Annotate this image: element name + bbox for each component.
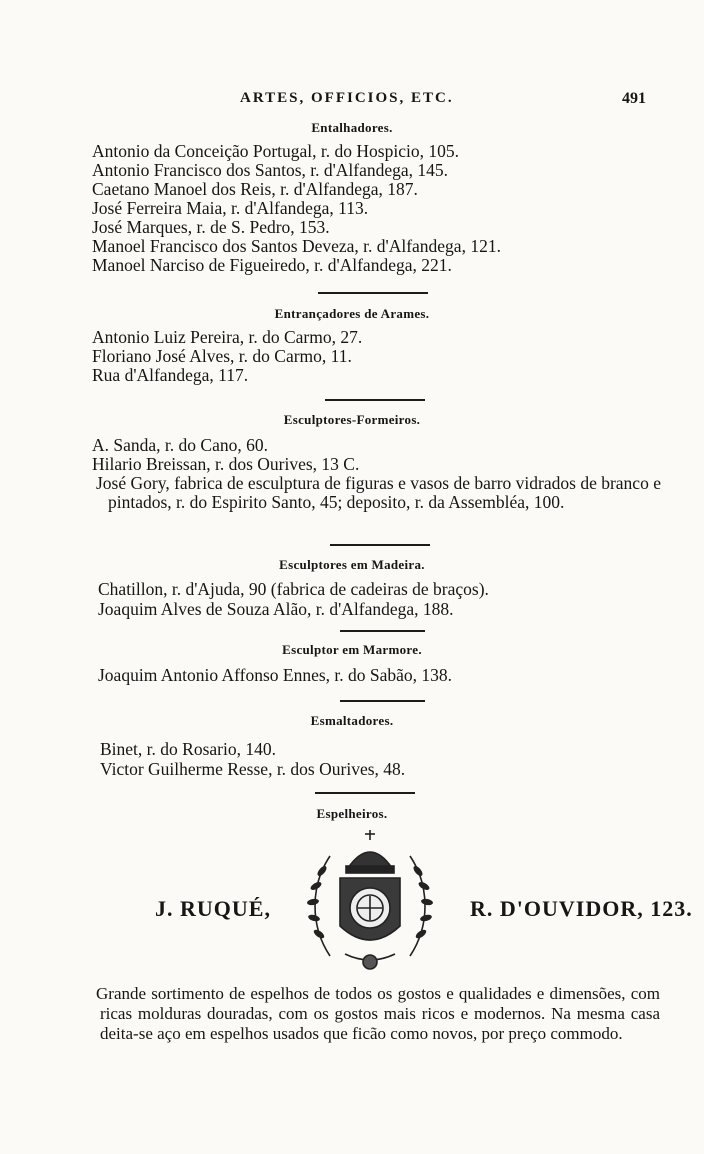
section-title-entrancadores: Entrançadores de Arames. [274, 306, 430, 321]
advertiser-address: R. D'OUVIDOR, 123. [470, 896, 693, 921]
list-item: Victor Guilherme Resse, r. dos Ourives, 48. [100, 759, 406, 779]
section-title-esmaltadores: Esmaltadores. [310, 713, 394, 728]
divider-rule [340, 630, 425, 632]
list-item: Joaquim Antonio Affonso Ennes, r. do Sabão, 138. [98, 665, 453, 685]
running-title: ARTES, OFFICIOS, ETC. [240, 90, 454, 106]
divider-rule [330, 544, 430, 546]
list-item: Joaquim Alves de Souza Alão, r. d'Alfandega, 188. [98, 599, 454, 619]
page-header [0, 90, 704, 114]
imperial-coat-of-arms-icon [300, 826, 440, 974]
list-item: Antonio Francisco dos Santos, r. d'Alfandega, 145. [92, 160, 449, 180]
advertisement-text: Grande sortimento de espelhos de todos os gostos e qualidades e dimensões, com ricas molduras douradas, com os gostos mais ricos e modernos. Na mesma casa deita-se aço em espelhos usados que ficão como novos, por preço commodo. [96, 984, 660, 1043]
list-item: Manoel Narciso de Figueiredo, r. d'Alfandega, 221. [92, 255, 452, 275]
list-item: Antonio da Conceição Portugal, r. do Hospicio, 105. [92, 141, 459, 161]
advertiser-name: J. RUQUÉ, [155, 896, 271, 921]
list-item: Floriano José Alves, r. do Carmo, 11. [92, 346, 352, 366]
list-item: Caetano Manoel dos Reis, r. d'Alfandega, 187. [92, 179, 418, 199]
divider-rule [340, 700, 425, 702]
list-item: Manoel Francisco dos Santos Deveza, r. d'Alfandega, 121. [92, 236, 501, 256]
list-item: José Gory, fabrica de esculptura de figuras e vasos de barro vidrados de branco e pintados, r. do Espirito Santo, 45; deposito, r. da Assembléa, 100. [96, 473, 661, 512]
section-title-espelheiros: Espelheiros. [316, 806, 388, 821]
list-item: Rua d'Alfandega, 117. [92, 365, 249, 385]
list-item: José Ferreira Maia, r. d'Alfandega, 113. [92, 198, 369, 218]
list-item: Binet, r. do Rosario, 140. [100, 739, 276, 759]
divider-rule [315, 792, 415, 794]
section-title-esculptores-formeiros: Esculptores-Formeiros. [283, 412, 421, 427]
list-item: Chatillon, r. d'Ajuda, 90 (fabrica de cadeiras de braços). [98, 579, 489, 599]
list-item: Antonio Luiz Pereira, r. do Carmo, 27. [92, 327, 363, 347]
list-item: Hilario Breissan, r. dos Ourives, 13 C. [92, 454, 360, 474]
section-title-entalhadores: Entalhadores. [311, 120, 393, 135]
page-number: 491 [622, 90, 646, 107]
divider-rule [318, 292, 428, 294]
list-item: José Marques, r. de S. Pedro, 153. [92, 217, 330, 237]
section-title-esculptor-marmore: Esculptor em Marmore. [282, 642, 422, 657]
divider-rule [325, 399, 425, 401]
section-title-esculptores-madeira: Esculptores em Madeira. [279, 557, 425, 572]
list-item: A. Sanda, r. do Cano, 60. [92, 435, 268, 455]
